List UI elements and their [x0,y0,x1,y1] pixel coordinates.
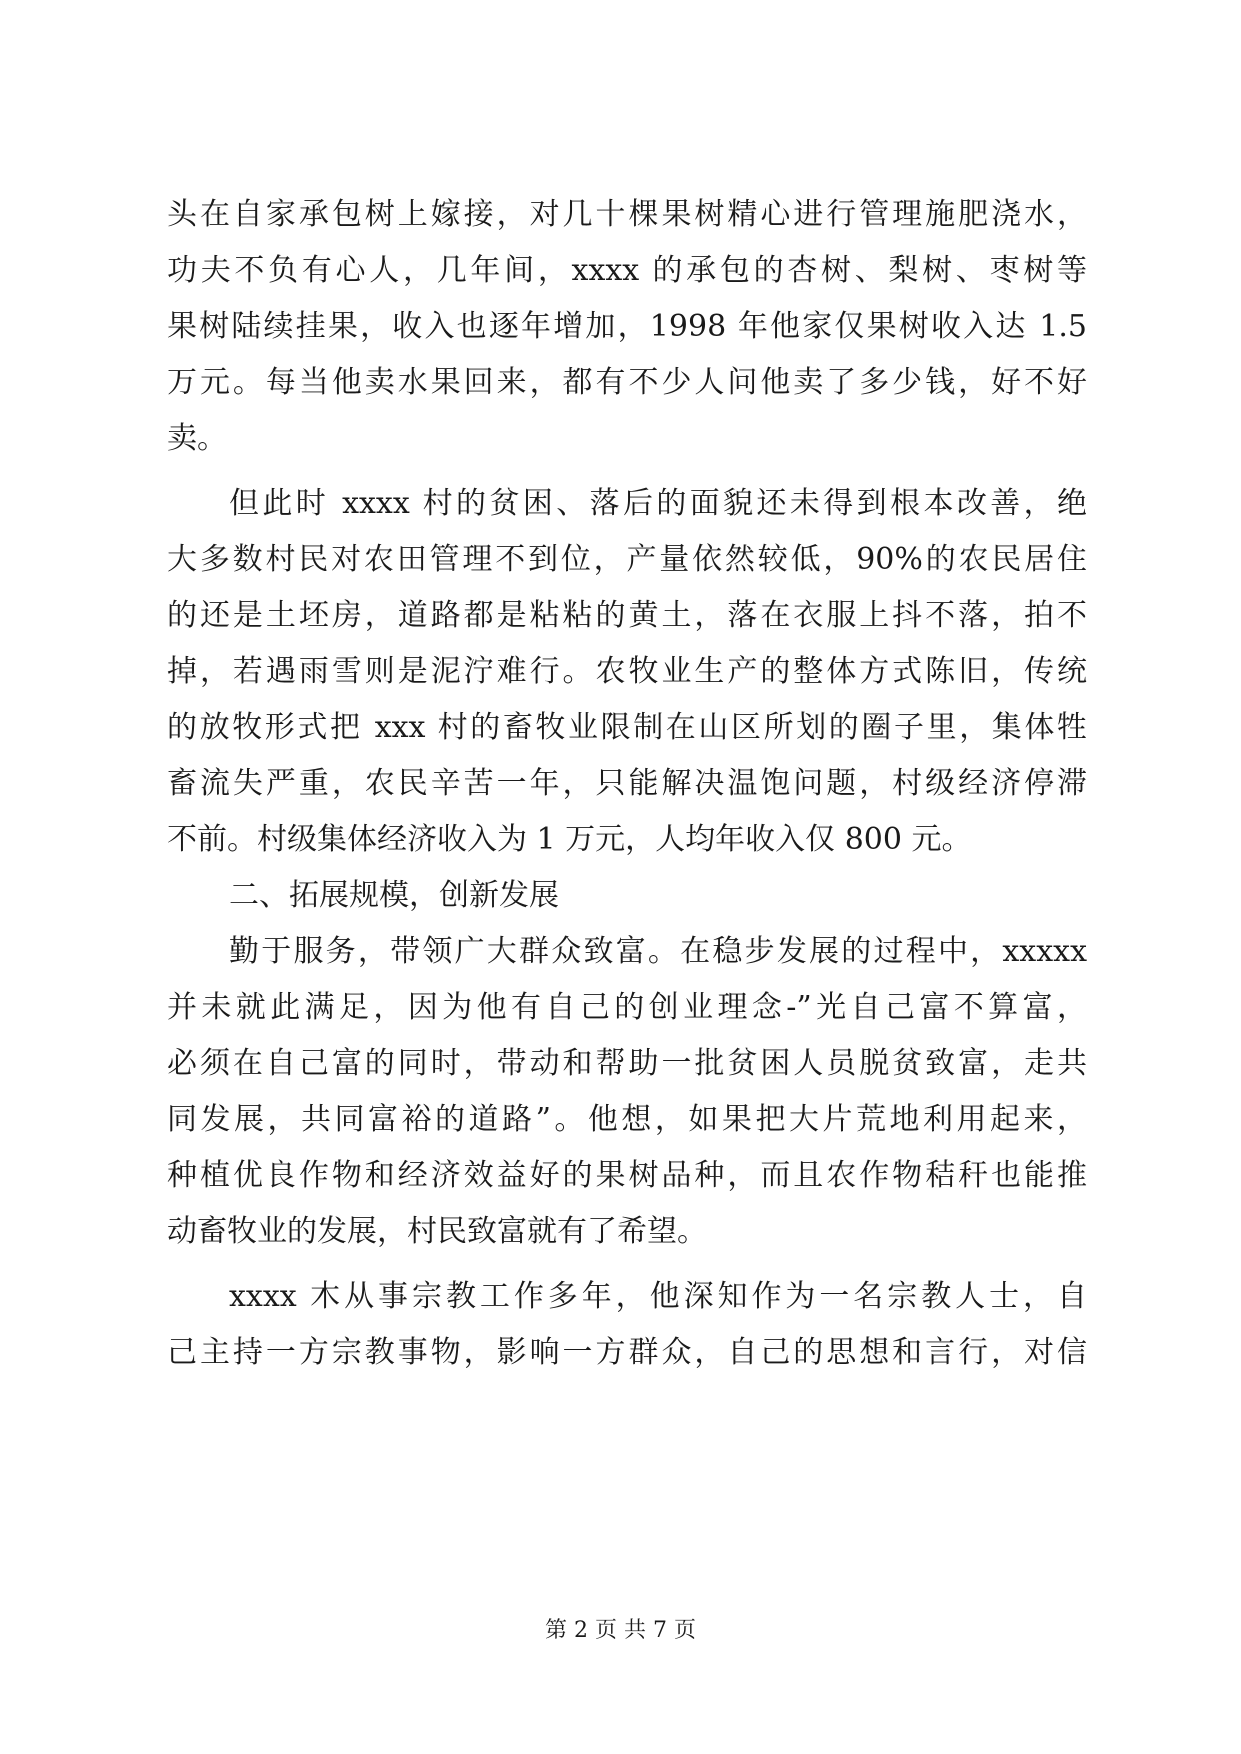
text-line: 畜流失严重，农民辛苦一年，只能解决温饱问题，村级经济停滞 [167,766,1087,801]
text-line: 功夫不负有心人，几年间，xxxx 的承包的杏树、梨树、枣树等 [167,253,1087,288]
text-line: 卖。 [167,421,227,456]
text-line: 己主持一方宗教事物，影响一方群众，自己的思想和言行，对信 [167,1335,1087,1370]
text-line: 并未就此满足，因为他有自己的创业理念-”光自己富不算富， [167,990,1087,1025]
text-line: 不前。村级集体经济收入为 1 万元，人均年收入仅 800 元。 [167,822,972,857]
text-line: 掉，若遇雨雪则是泥泞难行。农牧业生产的整体方式陈旧，传统 [167,654,1087,689]
text-line: 但此时 xxxx 村的贫困、落后的面貌还未得到根本改善，绝 [229,486,1087,521]
text-line: 大多数村民对农田管理不到位，产量依然较低，90%的农民居住 [167,542,1087,577]
text-line: 同发展，共同富裕的道路”。他想，如果把大片荒地利用起来， [167,1102,1087,1137]
text-line: 的还是土坯房，道路都是粘粘的黄土，落在衣服上抖不落，拍不 [167,598,1087,633]
text-line: 动畜牧业的发展，村民致富就有了希望。 [167,1214,707,1249]
text-line: 果树陆续挂果，收入也逐年增加，1998 年他家仅果树收入达 1.5 [167,309,1087,344]
text-line: 万元。每当他卖水果回来，都有不少人问他卖了多少钱，好不好 [167,365,1087,400]
text-line: 种植优良作物和经济效益好的果树品种，而且农作物秸秆也能推 [167,1158,1087,1193]
text-line: 必须在自己富的同时，带动和帮助一批贫困人员脱贫致富，走共 [167,1046,1087,1081]
text-line: 头在自家承包树上嫁接，对几十棵果树精心进行管理施肥浇水， [167,197,1087,232]
text-line: xxxx 木从事宗教工作多年，他深知作为一名宗教人士，自 [229,1279,1087,1314]
page-number-footer: 第 2 页 共 7 页 [545,1618,696,1643]
section-heading: 二、拓展规模，创新发展 [229,878,559,913]
text-line: 的放牧形式把 xxx 村的畜牧业限制在山区所划的圈子里，集体牲 [167,710,1087,745]
text-line: 勤于服务，带领广大群众致富。在稳步发展的过程中，xxxxx [229,934,1087,969]
